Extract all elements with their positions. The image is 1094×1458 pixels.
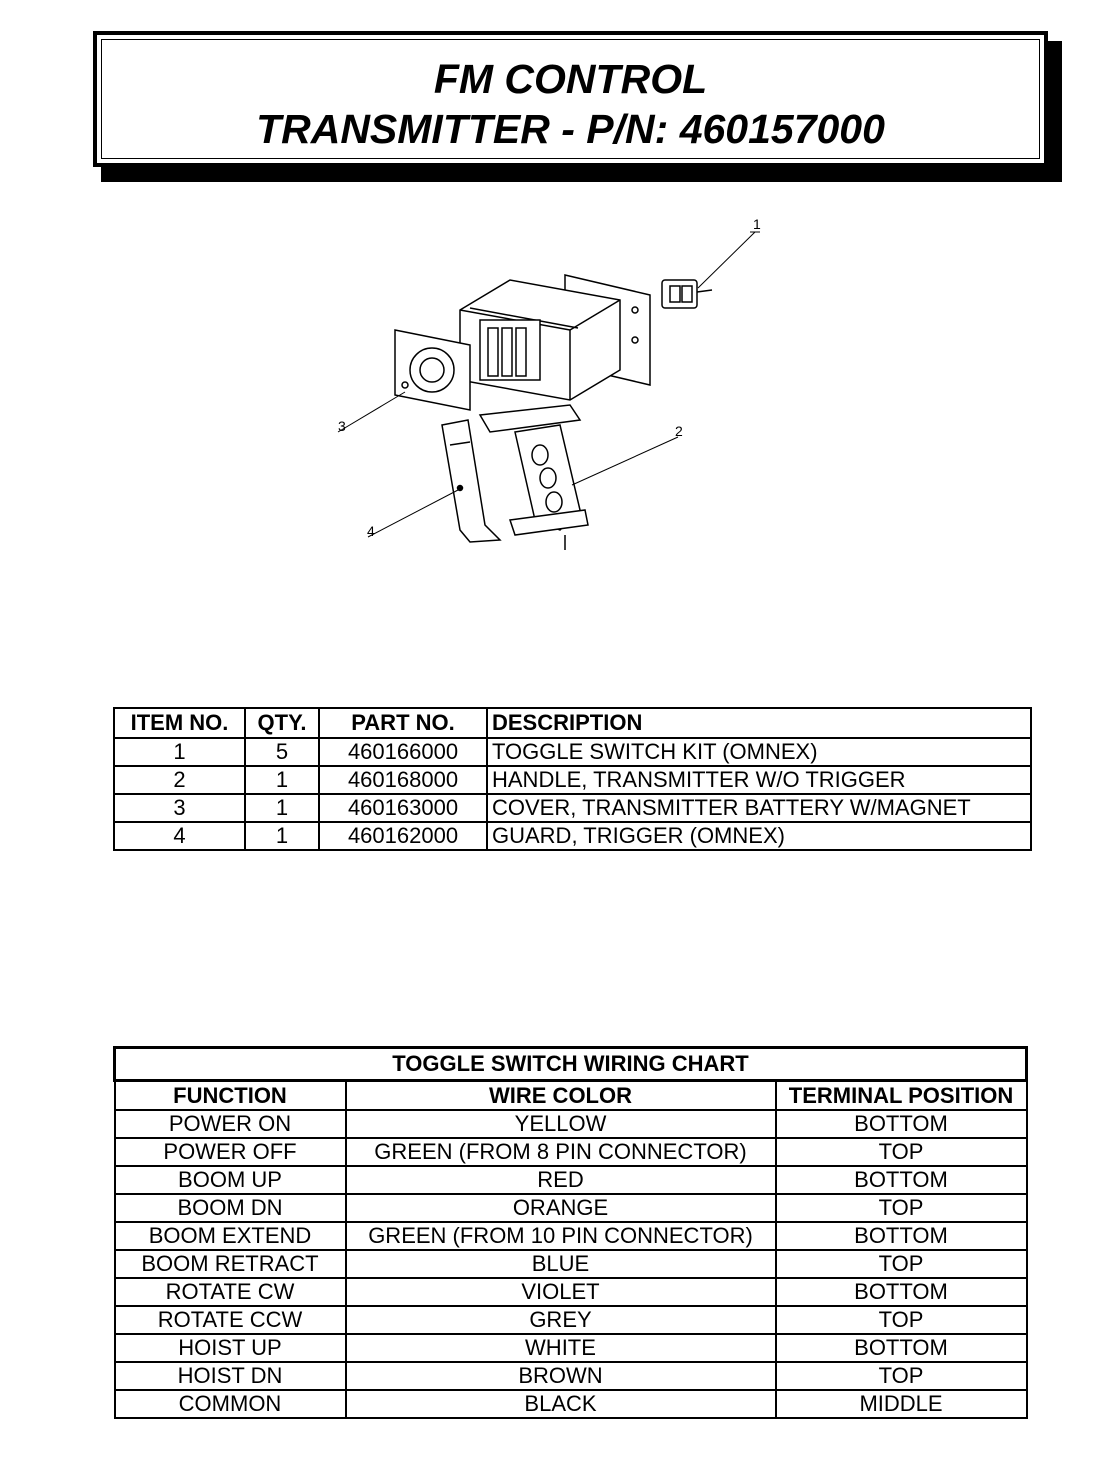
table-row — [115, 1222, 1027, 1250]
wiring-chart-table — [113, 1046, 1028, 1419]
header-terminal-position: TERMINAL POSITION — [776, 1081, 1027, 1111]
function: BOOM UP — [115, 1166, 346, 1194]
toggle-switch — [662, 280, 712, 308]
callout-3: 3 — [338, 418, 346, 434]
table-row — [114, 738, 1031, 766]
item-no: 3 — [114, 794, 245, 822]
header-qty: QTY. — [245, 708, 319, 738]
item-no: 1 — [114, 738, 245, 766]
wire-color: ORANGE — [346, 1194, 776, 1222]
terminal-position: TOP — [776, 1306, 1027, 1334]
terminal-position: BOTTOM — [776, 1222, 1027, 1250]
table-row — [114, 766, 1031, 794]
table-row — [115, 1334, 1027, 1362]
wire-color: VIOLET — [346, 1278, 776, 1306]
table-row — [115, 1278, 1027, 1306]
callout-1: 1 — [753, 216, 761, 232]
description: GUARD, TRIGGER (OMNEX) — [487, 822, 1031, 850]
callout-4: 4 — [367, 523, 375, 539]
part-no: 460168000 — [319, 766, 487, 794]
function: BOOM EXTEND — [115, 1222, 346, 1250]
header-function: FUNCTION — [115, 1081, 346, 1111]
terminal-position: BOTTOM — [776, 1110, 1027, 1138]
item-no: 2 — [114, 766, 245, 794]
terminal-position: TOP — [776, 1250, 1027, 1278]
wire-color: BROWN — [346, 1362, 776, 1390]
qty: 1 — [245, 794, 319, 822]
header-part-no: PART NO. — [319, 708, 487, 738]
terminal-position: TOP — [776, 1138, 1027, 1166]
description: TOGGLE SWITCH KIT (OMNEX) — [487, 738, 1031, 766]
header-description: DESCRIPTION — [487, 708, 1031, 738]
transmitter-handle — [480, 405, 588, 550]
wiring-chart-header — [115, 1081, 1027, 1111]
qty: 5 — [245, 738, 319, 766]
wiring-chart-title: TOGGLE SWITCH WIRING CHART — [115, 1048, 1027, 1081]
wire-color: GREEN (FROM 10 PIN CONNECTOR) — [346, 1222, 776, 1250]
terminal-position: BOTTOM — [776, 1166, 1027, 1194]
table-row — [114, 822, 1031, 850]
parts-table-header — [114, 708, 1031, 738]
description: HANDLE, TRANSMITTER W/O TRIGGER — [487, 766, 1031, 794]
function: POWER OFF — [115, 1138, 346, 1166]
item-no: 4 — [114, 822, 245, 850]
exploded-parts-diagram — [320, 210, 761, 560]
battery-cover — [395, 330, 470, 410]
wire-color: WHITE — [346, 1334, 776, 1362]
wire-color: GREEN (FROM 8 PIN CONNECTOR) — [346, 1138, 776, 1166]
function: ROTATE CW — [115, 1278, 346, 1306]
table-row — [115, 1390, 1027, 1418]
transmitter-housing — [460, 280, 620, 400]
wire-color: RED — [346, 1166, 776, 1194]
terminal-position: BOTTOM — [776, 1334, 1027, 1362]
function: HOIST UP — [115, 1334, 346, 1362]
part-no: 460162000 — [319, 822, 487, 850]
part-no: 460166000 — [319, 738, 487, 766]
terminal-position: MIDDLE — [776, 1390, 1027, 1418]
title-box — [93, 31, 1048, 167]
function: BOOM DN — [115, 1194, 346, 1222]
table-row — [115, 1110, 1027, 1138]
table-row — [114, 794, 1031, 822]
qty: 1 — [245, 822, 319, 850]
wire-color: YELLOW — [346, 1110, 776, 1138]
header-wire-color: WIRE COLOR — [346, 1081, 776, 1111]
table-row — [115, 1194, 1027, 1222]
function: HOIST DN — [115, 1362, 346, 1390]
description: COVER, TRANSMITTER BATTERY W/MAGNET — [487, 794, 1031, 822]
terminal-position: TOP — [776, 1362, 1027, 1390]
function: POWER ON — [115, 1110, 346, 1138]
callout-2: 2 — [675, 423, 683, 439]
terminal-position: BOTTOM — [776, 1278, 1027, 1306]
terminal-position: TOP — [776, 1194, 1027, 1222]
trigger-guard — [442, 420, 500, 542]
table-row — [115, 1250, 1027, 1278]
table-row — [115, 1362, 1027, 1390]
header-item-no: ITEM NO. — [114, 708, 245, 738]
part-no: 460163000 — [319, 794, 487, 822]
table-row — [115, 1166, 1027, 1194]
wire-color: BLACK — [346, 1390, 776, 1418]
function: COMMON — [115, 1390, 346, 1418]
parts-table — [113, 707, 1032, 851]
table-row — [115, 1306, 1027, 1334]
function: BOOM RETRACT — [115, 1250, 346, 1278]
title-line-1: FM CONTROL — [433, 56, 708, 102]
qty: 1 — [245, 766, 319, 794]
table-row — [115, 1138, 1027, 1166]
title-line-2: TRANSMITTER - P/N: 460157000 — [256, 106, 885, 152]
function: ROTATE CCW — [115, 1306, 346, 1334]
wire-color: BLUE — [346, 1250, 776, 1278]
wire-color: GREY — [346, 1306, 776, 1334]
